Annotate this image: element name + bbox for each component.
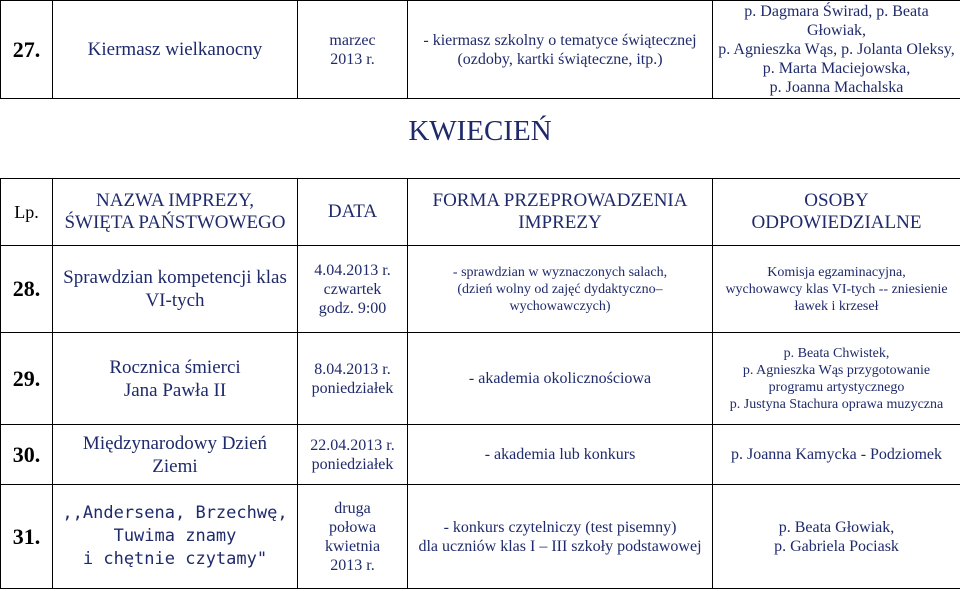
table-row	[1, 1, 960, 99]
date-line: 22.04.2013 r.	[310, 436, 395, 454]
person-line: programu artystycznego	[768, 379, 905, 395]
person-duty: przygotowanie	[843, 362, 931, 378]
name-line: VI-tych	[145, 290, 205, 311]
header-line: OSOBY	[804, 190, 869, 211]
date-line: druga	[334, 499, 371, 517]
header-line: IMPREZY	[518, 212, 602, 233]
table-row	[1, 425, 960, 485]
form-line: - kiermasz szkolny o tematyce świątecznej	[423, 31, 697, 49]
header-lp: Lp.	[1, 179, 53, 246]
person-line	[713, 281, 960, 298]
row-number: 29.	[1, 333, 53, 425]
event-name	[53, 333, 298, 425]
event-persons: p. Joanna Kamycka - Podziomek	[713, 425, 960, 485]
event-name	[53, 1, 298, 99]
name-line: Ziemi	[152, 455, 198, 477]
row-number: 31.	[1, 485, 53, 589]
date-line: czwartek	[323, 280, 382, 298]
header-line: NAZWA IMPREZY,	[96, 190, 254, 211]
date-line: kwietnia	[324, 537, 381, 555]
event-name-text: Kiermasz wielkanocny	[87, 39, 263, 60]
person-name: p. Justyna Stachura	[729, 396, 839, 412]
date-line: 2013 r.	[330, 50, 375, 68]
event-date	[298, 333, 408, 425]
date-line: 2013 r.	[330, 556, 375, 574]
event-name	[53, 485, 298, 589]
row-number: 27.	[1, 1, 53, 99]
header-date: DATA	[298, 179, 408, 246]
date-line: godz. 9:00	[318, 299, 387, 317]
header-line: FORMA PRZEPROWADZENIA	[432, 190, 688, 211]
person-line	[713, 362, 960, 379]
date-line: poniedziałek	[311, 379, 394, 397]
person-line: p. Joanna Machalska	[769, 79, 904, 96]
row-number: 28.	[1, 246, 53, 333]
person-line: p. Dagmara Świrad, p. Beata Głowiak,	[744, 3, 929, 39]
name-line: i chętnie czytamy"	[82, 549, 268, 569]
table-april-body	[0, 245, 960, 589]
date-line: poniedziałek	[311, 455, 394, 473]
name-line: ,,Andersena, Brzechwę,	[62, 503, 288, 523]
event-persons	[713, 1, 960, 99]
person-line: p. Beata Chwistek,	[783, 345, 890, 361]
event-date	[298, 485, 408, 589]
event-form: - akademia okolicznościowa	[408, 333, 713, 425]
date-line: połowa	[328, 518, 377, 536]
form-line: (ozdoby, kartki świąteczne, itp.)	[457, 50, 663, 68]
event-form: - akademia lub konkurs	[408, 425, 713, 485]
person-name: wychowawcy klas VI-tych --	[725, 281, 889, 297]
row-number: 30.	[1, 425, 53, 485]
event-date	[298, 246, 408, 333]
person-line: p. Agnieszka Wąs, p. Jolanta Oleksy,	[718, 41, 955, 58]
table-row	[1, 485, 960, 589]
event-form	[408, 485, 713, 589]
event-name	[53, 425, 298, 485]
person-duty: oprawa muzyczna	[838, 396, 944, 412]
header-name	[53, 179, 298, 246]
date-line: marzec	[329, 31, 376, 49]
person-line: p. Marta Maciejowska,	[762, 60, 911, 77]
header-persons	[713, 179, 960, 246]
event-persons	[713, 485, 960, 589]
name-line: Jana Pawła II	[123, 379, 227, 401]
event-date	[298, 425, 408, 485]
header-row	[1, 179, 960, 246]
person-line: p. Gabriela Pociask	[774, 537, 899, 555]
form-line: (dzień wolny od zajęć dydaktyczno–	[457, 281, 663, 297]
form-line: wychowawczych)	[509, 298, 611, 314]
event-date	[298, 1, 408, 99]
event-form	[408, 1, 713, 99]
person-duty: zniesienie	[888, 281, 948, 297]
table-row	[1, 333, 960, 425]
event-persons	[713, 333, 960, 425]
month-heading: KWIECIEŃ	[408, 115, 552, 147]
person-line	[713, 396, 960, 413]
date-line: 8.04.2013 r.	[314, 360, 391, 378]
name-line: Tuwima znamy	[113, 526, 237, 546]
name-line: Sprawdzian kompetencji klas	[63, 267, 287, 288]
date-line: 4.04.2013 r.	[314, 261, 391, 279]
header-line: ŚWIĘTA PAŃSTWOWEGO	[64, 212, 286, 233]
person-name: p. Agnieszka Wąs	[742, 362, 844, 378]
person-line: Komisja egzaminacyjna,	[767, 264, 906, 280]
event-form	[408, 246, 713, 333]
event-persons	[713, 246, 960, 333]
form-line: dla uczniów klas I – III szkoły podstawowej	[418, 537, 702, 555]
form-line: - sprawdzian w wyznaczonych salach,	[452, 264, 668, 280]
header-line: ODPOWIEDZIALNE	[751, 212, 922, 233]
name-line: Międzynarodowy Dzień	[82, 432, 268, 454]
person-line: p. Beata Głowiak,	[778, 518, 895, 536]
event-name	[53, 246, 298, 333]
person-line: ławek i krzeseł	[794, 298, 879, 314]
header-form	[408, 179, 713, 246]
name-line: Rocznica śmierci	[109, 356, 241, 378]
table-april-header	[0, 178, 960, 246]
table-march	[0, 0, 960, 99]
form-line: - konkurs czytelniczy (test pisemny)	[443, 518, 677, 536]
table-row	[1, 246, 960, 333]
